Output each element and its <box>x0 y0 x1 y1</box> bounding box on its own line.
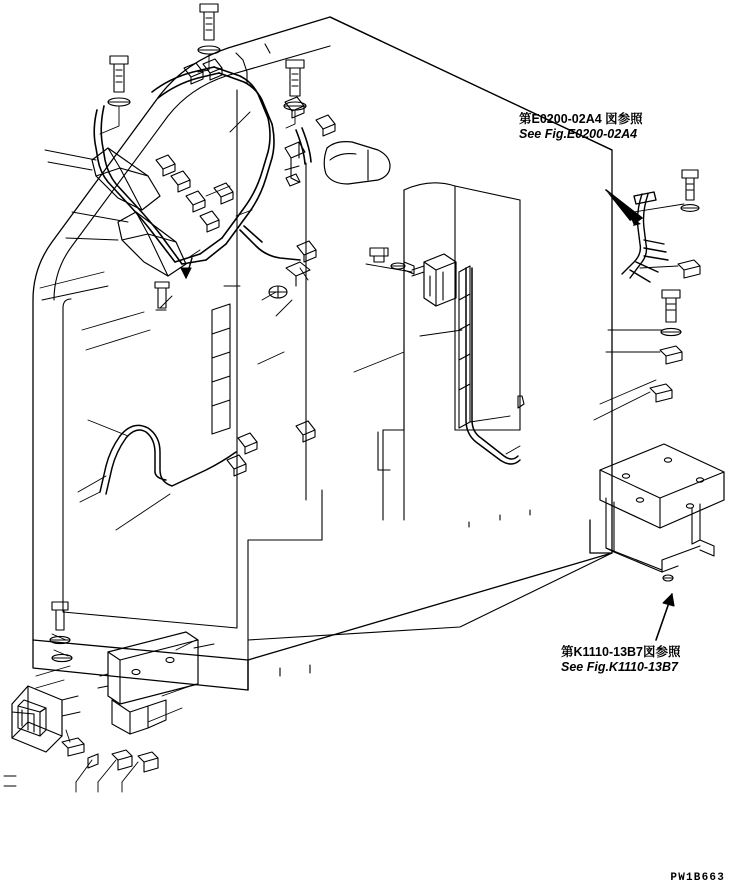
reference-note-k1110 <box>561 645 681 675</box>
door-harness-vertical <box>466 268 524 464</box>
cab-panel-seams <box>248 432 612 676</box>
door-rail-strip <box>459 266 470 428</box>
drawing-number: PW1B663 <box>670 872 725 884</box>
roof-wire-harness <box>94 67 311 264</box>
cab-dome-lamp <box>324 142 390 184</box>
left-pillar-strip <box>212 304 230 434</box>
reference-note-k1110-english: See Fig.K1110-13B7 <box>561 660 678 674</box>
leader-arrows <box>181 190 674 640</box>
reference-note-k1110-japanese: 第K1110-13B7図参照 <box>561 645 681 659</box>
harness-left-lower <box>100 425 236 494</box>
relay-connector-block <box>412 254 456 306</box>
bottom-tick-leaders <box>76 782 122 792</box>
cab-side-window <box>289 163 579 530</box>
right-controller-bracket <box>600 444 724 581</box>
reference-note-e0200-english: See Fig.E0200-02A4 <box>519 127 638 141</box>
reference-note-e0200 <box>519 112 643 142</box>
reference-harness-e0200 <box>622 192 668 282</box>
reference-note-e0200-japanese: 第E0200-02A4 図参照 <box>519 112 643 126</box>
